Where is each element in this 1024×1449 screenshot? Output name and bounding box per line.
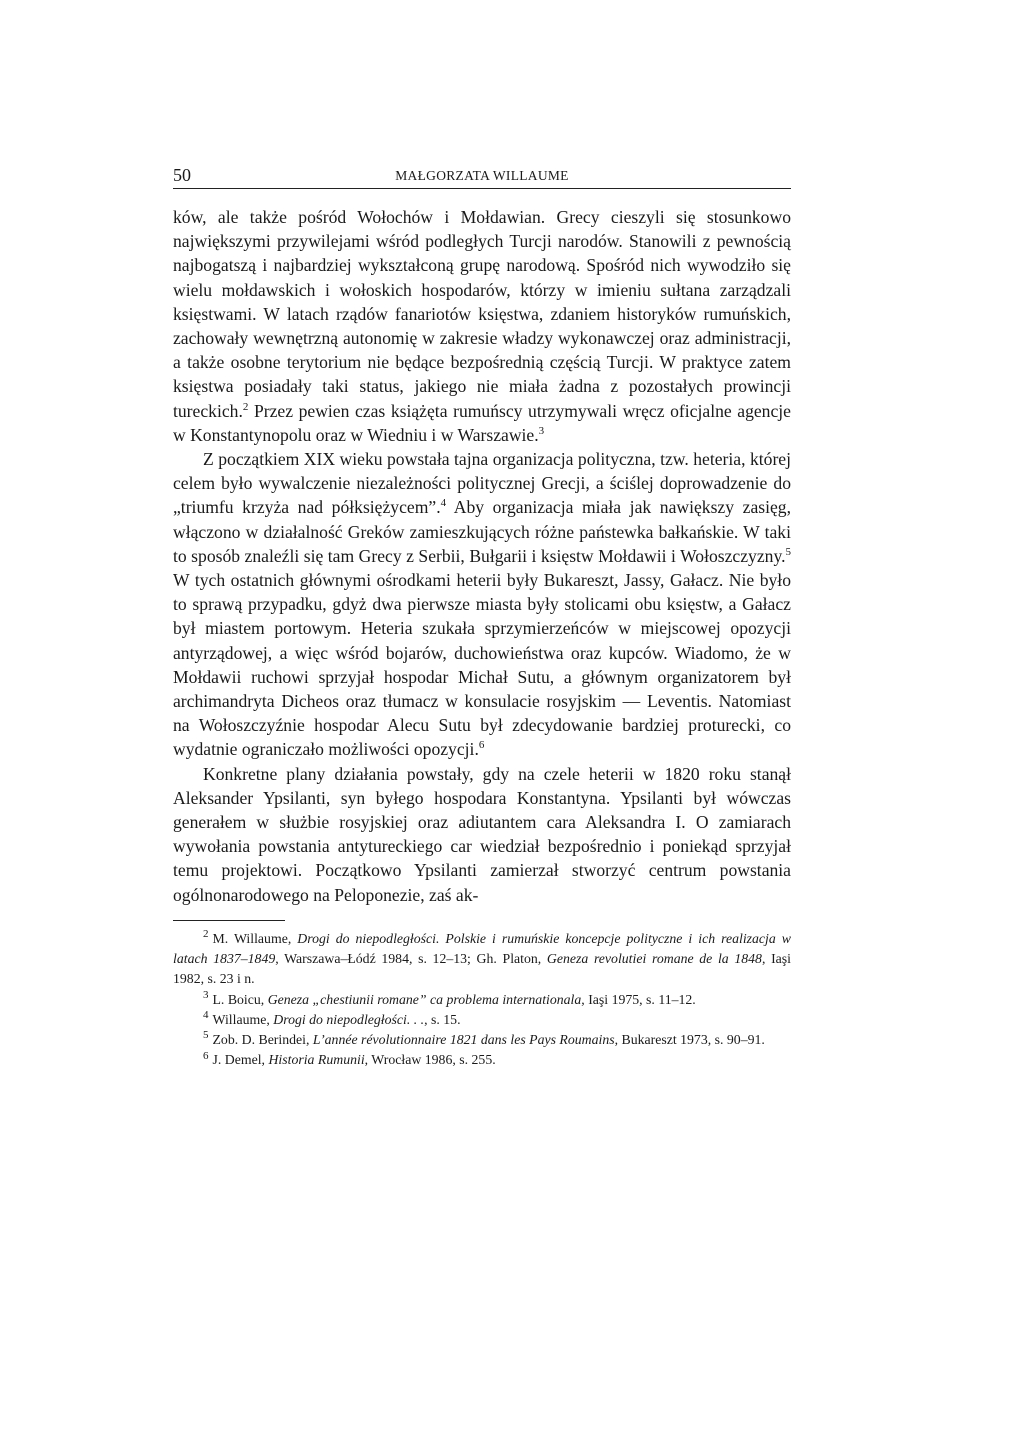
text-run: M. Willaume,: [212, 930, 298, 946]
text-run: Z początkiem XIX wieku powstała tajna organizacja polityczna, tzw. heteria, której celem było wywalczenie niezależności politycznej Grecji, a ściślej doprowadzenie do „triumfu krzyża nad półksiężycem”.: [173, 449, 791, 518]
paragraph: [173, 762, 791, 907]
text-run: , s. 15.: [424, 1011, 461, 1027]
footnotes: [173, 929, 791, 1070]
footnote: [173, 1030, 791, 1050]
text-run: J. Demel,: [212, 1052, 269, 1068]
footnote-number: 2: [203, 928, 209, 941]
text-run: , Iaşi 1975, s. 11–12.: [581, 991, 696, 1007]
footnote: [173, 1050, 791, 1070]
footnote: [173, 1010, 791, 1030]
text-run: Konkretne plany działania powstały, gdy na czele heterii w 1820 roku stanął Aleksander Ypsilanti, syn byłego hospodara Konstantyna. Ypsilanti był wówczas generałem w służbie rosyjskiej oraz adiutantem cara Aleksandra I. O zamiarach wywołania powstania antytureckiego car wiedział bezpośrednio i poniekąd sprzyjał temu projektowi. Początkowo Ypsilanti zamierzał stworzyć centrum powstania ogólnonarodowego na Peloponezie, zaś ak-: [173, 763, 791, 905]
paragraph: [173, 447, 791, 762]
footnote-reference: 4: [440, 497, 447, 510]
footnote-number: 4: [203, 1009, 209, 1022]
footnote-reference: 3: [538, 424, 545, 437]
footnote-rule: [173, 920, 285, 921]
footnote-reference: 6: [478, 739, 485, 752]
paragraph: [173, 205, 791, 447]
text-run: , Warszawa–Łódź 1984, s. 12–13; Gh. Platon,: [275, 951, 547, 967]
footnote-number: 3: [203, 988, 209, 1001]
page: [173, 160, 791, 1070]
italic-title: Geneza revolutiei romane de la 1848: [546, 951, 762, 967]
running-head: [173, 160, 791, 189]
italic-title: Historia Rumunii: [268, 1052, 365, 1068]
text-run: , Bukareszt 1973, s. 90–91.: [614, 1031, 765, 1047]
text-run: W tych ostatnich głównymi ośrodkami heterii były Bukareszt, Jassy, Gałacz. Nie było to sprawą przypadku, gdyż dwa pierwsze miasta były stolicami obu księstw, a Gałacz był miastem portowym. Heteria szukała sprzymierzeńców w miejscowej opozycji antyrządowej, a więc wśród bojarów, duchowieństwa oraz kupców. Wiadomo, że w Mołdawii ruchowi sprzyjał hospodar Michał Sutu, a głównym organizatorem był archimandryta Dicheos oraz tłumacz w konsulacie rosyjskim — Leventis. Natomiast na Wołoszczyźnie hospodar Alecu Sutu był zdecydowanie bardziej proturecki, co wydatnie ograniczało możliwości opozycji.: [173, 570, 791, 760]
page-number: 50: [173, 165, 191, 185]
footnote-number: 5: [203, 1029, 209, 1042]
italic-title: Drogi do niepodległości. Polskie i rumuńskie koncepcje polityczne i ich realizacja w latach 1837–1849: [173, 930, 791, 967]
text-run: , Wrocław 1986, s. 255.: [364, 1052, 496, 1068]
footnote: [173, 990, 791, 1010]
text-run: ków, ale także pośród Wołochów i Mołdawian. Grecy cieszyli się stosunkowo największymi przywilejami wśród podległych Turcji narodów. Stanowili z pewnością najbogatszą i najbardziej wykształconą grupę narodową. Spośród nich wywodziło się wielu mołdawskich i wołoskich hospodarów, którzy w imieniu sułtana zarządzali księstwami. W latach rządów fanariotów księstwa, zdaniem historyków rumuńskich, zachowały wewnętrzną autonomię w zakresie władzy wykonawczej oraz administracji, a także osobne terytorium nie będące bezpośrednią częścią Turcji. W praktyce zatem księstwa posiadały taki status, jakiego nie miała żadna z pozostałych prowincji tureckich.: [173, 207, 791, 421]
italic-title: L’année révolutionnaire 1821 dans les Pays Roumains: [312, 1031, 615, 1047]
running-head-author: MAŁGORZATA WILLAUME: [395, 168, 569, 183]
text-run: Willaume,: [212, 1011, 274, 1027]
footnote-reference: 5: [785, 545, 791, 558]
footnote-number: 6: [203, 1049, 209, 1062]
text-run: Zob. D. Berindei,: [212, 1031, 313, 1047]
text-run: L. Boicu,: [212, 991, 268, 1007]
text-run: Przez pewien czas książęta rumuńscy utrzymywali wręcz oficjalne agencje w Konstantynopolu oraz w Wiedniu i w Warszawie.: [173, 400, 791, 445]
italic-title: Drogi do niepodległości. . .: [273, 1011, 425, 1027]
footnote-reference: 2: [242, 400, 249, 413]
text-run: , Iaşi 1982, s. 23 i n.: [173, 951, 792, 987]
footnote: [173, 929, 791, 990]
text-run: Aby organizacja miała jak nawiększy zasięg, włączono w działalność Greków zamieszkujących różne państewka bałkańskie. W taki to sposób znaleźli się tam Grecy z Serbii, Bułgarii i księstw Mołdawii i Wołoszczyzny.: [173, 497, 791, 566]
body-text: [173, 205, 791, 907]
italic-title: Geneza „chestiunii romane” ca problema internationala: [267, 991, 582, 1007]
